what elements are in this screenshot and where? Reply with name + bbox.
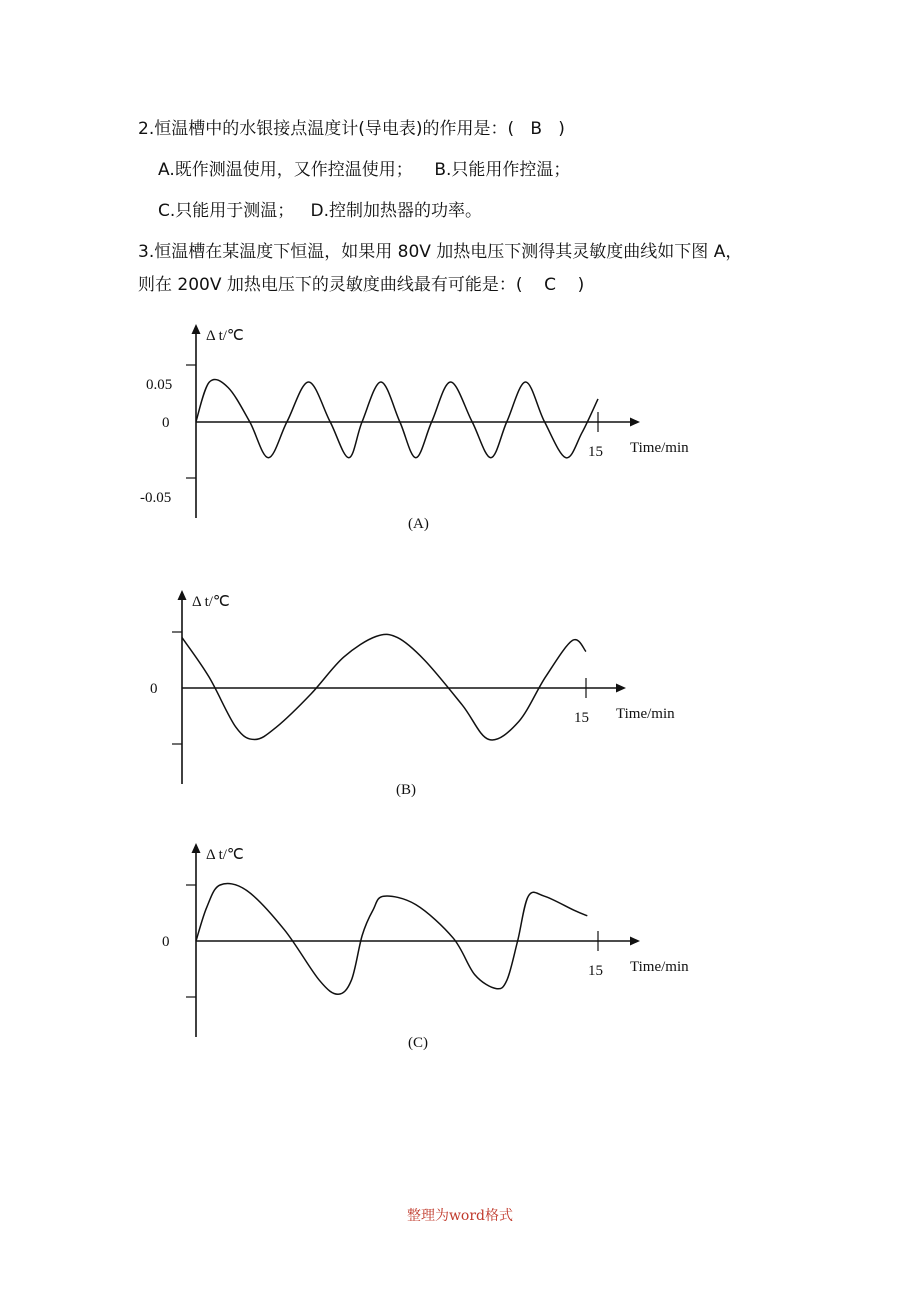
graph-a-curve [196, 379, 598, 457]
q2-options-1: A.既作测温使用，又作控温使用； B.只能用作控温； [158, 160, 571, 180]
graph-a-caption: (A) [408, 516, 429, 532]
graph-a [120, 318, 720, 540]
q3-stem-line2: 则在 200V 加热电压下的灵敏度曲线最有可能是：( C ) [138, 275, 585, 295]
graph-c [120, 837, 720, 1059]
graph-b [120, 584, 720, 806]
graph-b-axes [172, 590, 626, 784]
graph-a-xtick-end: 15 [588, 444, 603, 460]
graph-c-xlabel: Time/min [630, 959, 689, 975]
q3-stem-line1: 3.恒温槽在某温度下恒温，如果用 80V 加热电压下测得其灵敏度曲线如下图 A， [138, 242, 743, 262]
graph-a-axes [186, 324, 640, 518]
graph-c-ytick-zero: 0 [162, 934, 170, 950]
graph-a-ytick-zero: 0 [162, 415, 170, 431]
graph-b-curve [182, 634, 586, 740]
q2-options-2: C.只能用于测温； D.控制加热器的功率。 [158, 201, 482, 221]
graph-b-ylabel: Δ t/℃ [192, 594, 230, 610]
graph-a-ylabel: Δ t/℃ [206, 328, 244, 344]
graph-a-ytick-low: -0.05 [140, 490, 172, 506]
footer-text: 整理为word格式 [406, 1208, 514, 1224]
graph-b-ytick-zero: 0 [150, 681, 158, 697]
graph-b-caption: (B) [396, 782, 416, 798]
graph-b-xtick-end: 15 [574, 710, 589, 726]
graph-c-curve [196, 884, 587, 995]
q2-stem: 2.恒温槽中的水银接点温度计(导电表)的作用是：( B ) [138, 119, 565, 139]
graph-b-xlabel: Time/min [616, 706, 675, 722]
graph-c-ylabel: Δ t/℃ [206, 847, 244, 863]
graph-c-xtick-end: 15 [588, 963, 603, 979]
graph-c-caption: (C) [408, 1035, 428, 1051]
graph-a-ytick-high: 0.05 [146, 377, 173, 393]
graph-a-xlabel: Time/min [630, 440, 689, 456]
graph-c-axes [186, 843, 640, 1037]
